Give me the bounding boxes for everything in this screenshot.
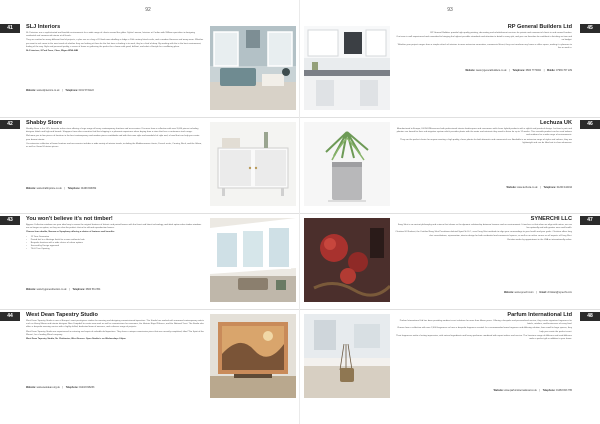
right-page — [300, 0, 600, 424]
separator: | — [62, 89, 63, 92]
entry-paragraph: Christian M. Rosbert, the Certified Feng Shui Practitioner behind SyneChi LLC, uses Feng Shui methods to align your surroundings to your health and your goals. Christian offers feng shui consultations, rejuvenation, interior design for both residential and commercial spaces, as well as an online course on all aspects of Feng Shui. — [395, 231, 572, 237]
feature-item: • Period feel in a Heritage finish for a more authentic look — [32, 239, 204, 242]
telephone-label: Telephone: — [67, 187, 81, 190]
entry-body — [394, 224, 572, 242]
entry-body — [394, 32, 572, 50]
entry-title: Shabby Store — [26, 120, 63, 126]
separator: | — [539, 389, 541, 392]
entry-number-tab: 43 — [0, 216, 20, 225]
entry-body — [26, 224, 204, 251]
entry-number-tab: 42 — [0, 120, 20, 129]
entry-number-tab: 41 — [0, 24, 20, 33]
entry-contact — [507, 186, 572, 189]
feature-item: • Bespoke furniture with a wide choice of colour options — [32, 242, 204, 245]
website-link[interactable]: www.rpgeneralbuilders.co.uk — [475, 69, 507, 72]
entry-contact — [465, 69, 572, 72]
website-label: Website: — [465, 69, 476, 72]
entry-title: You won't believe it's not timber! — [26, 216, 113, 222]
directory-entry — [0, 118, 300, 214]
entry-number-tab: 47 — [580, 216, 600, 225]
separator: | — [540, 186, 541, 189]
entry-address: West Dean Tapestry Studio, Nr. Chichester, West Sussex. Open Studio is on Wednesdays 2-4pm — [26, 338, 126, 341]
entry-paragraph: Welcome you to fine pieces of furniture in the best contemporary and modern pieces worldwide and with their own style and wonderful of style and, a hand that can help you create your dream interior. — [26, 135, 200, 141]
entry-paragraph: Manufactured in Europe, LECHUZA ensures both professional interior landscapers and consumers with clever hybrid products with a stylish and practical design. Lechuza's pots and planters are famed for their sub-irrigation system which provides plants with the water and nutrients they need to thrive for up to 12 weeks. This versatile product can be used indoors and outdoors for a wide range of environments. — [396, 128, 572, 137]
entry-contact — [26, 288, 100, 291]
feature-item: • Tilt & Turn Opening — [32, 248, 204, 251]
entry-contact — [26, 187, 96, 190]
directory-entry — [0, 22, 300, 118]
website-label: Website: — [26, 288, 36, 291]
mobile-label: Mobile: — [546, 69, 556, 72]
entry-number-tab: 48 — [580, 312, 600, 321]
telephone-number: 01200 444194 — [556, 186, 572, 189]
entry-text — [394, 312, 572, 342]
entry-body — [26, 320, 204, 341]
entry-text — [394, 24, 572, 51]
telephone-label: Telephone: — [65, 89, 78, 92]
entry-number-tab: 45 — [580, 24, 600, 33]
tapestry-photo — [210, 314, 296, 398]
entry-paragraph: Parfum International Ltd has been providing ambient scent solutions for more than fifteen years. Offering a bespoke and personalised service, they create signature fragrances for hotels, retailers, and businesses of every kind. — [399, 320, 572, 326]
website-label: Website: — [26, 89, 36, 92]
separator: | — [62, 386, 64, 389]
planter-photo — [304, 122, 390, 206]
directory-entry — [300, 22, 600, 118]
entry-contact — [26, 386, 94, 389]
directory-entry — [300, 310, 600, 406]
entry-paragraph: Bygone Collection windows are your ideal way to renew the original features of historic and period homes with the finest and latest technology, and ideal option when timber windows are no longer an option, as they are also the perfect choice for old and reproduction homes. — [26, 224, 202, 230]
feature-list — [26, 236, 204, 251]
feng-shui-photo — [304, 218, 390, 302]
website-label: Website: — [503, 291, 514, 294]
website-label: Website: — [26, 386, 36, 389]
website-label: Website: — [493, 389, 504, 392]
entry-paragraph: Choose from a collection with over 2,000 fragrances or have a bespoke fragrance created. In a recommended room fragrance and diffusing solution, from small to large spaces, they help you create the perfect scent. — [397, 327, 572, 333]
telephone-number: 01243 818233 — [79, 386, 95, 389]
entry-contact — [494, 389, 572, 392]
entry-paragraph: West Dean Tapestry Studio are experienced in restoring and repair of valuable old tapestries. They have a unique commission piece that was recently completed, titled 'The Spirit of the Weave', for a leading Wirral company. — [26, 330, 204, 336]
diffuser-photo — [304, 314, 390, 398]
page-number-right: 93 — [447, 7, 453, 13]
entry-paragraph: Choose from double, Narrow or Symphony offering a choice of features and benefits: — [26, 231, 115, 234]
entry-contact — [504, 291, 572, 294]
website-label: Website: — [506, 186, 517, 189]
interior-photo — [210, 26, 296, 110]
furniture-photo — [210, 122, 296, 206]
entry-paragraph: Shabby Store is the UK's favourite online store offering a huge range of luxury contemporary furniture and accessories. Discover from a collection with over 9,000 pieces including designer labels and high-end brands. Shoppers from other countries find that shipping is a pleasant experience when buying from a store that has a continuous stock range. — [26, 128, 199, 134]
entry-paragraph: SLJ Interiors are a sophisticated and feasible environments for a wide range of clients around the globe. Sylvia Lawson, Interiors at Carlton with William specialise in designing residential and commercial interior at all levels. — [26, 32, 196, 38]
entry-title: RP General Builders Ltd — [507, 24, 572, 30]
entry-body — [26, 128, 204, 149]
telephone-number: 01483 823 765 — [556, 389, 572, 392]
telephone-label: Telephone: — [72, 288, 86, 291]
entry-title: SYNERCHI LLC — [530, 216, 572, 222]
directory-entry — [0, 214, 300, 310]
entry-body — [26, 32, 204, 53]
directory-entry — [0, 310, 300, 406]
separator: | — [64, 187, 66, 190]
separator: | — [543, 69, 545, 72]
entry-contact — [26, 89, 94, 92]
website-link[interactable]: www.parfuminternational.co.uk — [504, 389, 537, 392]
windows-photo — [210, 218, 296, 302]
entry-number-tab: 44 — [0, 312, 20, 321]
mobile-number: 07939 767 229 — [556, 69, 572, 72]
entry-paragraph: They are worked on many different kind of projects, a plus one or a bag of 12-bed room dwelling or lodge a 10th century listed castle, and a modern Hansson and many more. Whether you want to ask some to the new trends of whether they are looking at them for the first time or looking in to work, they're a kind of deep. By working with the in the best environment, finding of the way. Style and personal quality, a sense of home or gathering the perfect for a home with good, brilliant, and what a lifestyle for a wellbeing place. — [26, 39, 204, 48]
entry-paragraph: RP General Builders provide high quality painting, decorating and refurbishment services for private and commercial clients in and around London. — [430, 32, 572, 34]
separator: | — [536, 291, 537, 294]
entry-paragraph: Our extensive collection of home furniture and accessories includes a wide variety of interior trends, including the Mediterranean classic, French rustic, Country, Rock, and the Urban, as well as Grand Victorian pieces. — [26, 142, 202, 149]
website-link[interactable]: www.sljinteriors.co.uk — [36, 89, 60, 92]
entry-body — [394, 320, 572, 341]
entry-paragraph: West Dean Tapestry Studio is one of Europe's most prestigious studios for weaving and designing commissioned tapestries. The Studio has worked with renowned contemporary artists such as Henry Moore and interior designer Nina Campbell to create new work as well as commissions for museums, the Historic Royal Palaces, and the National Trust. The Studio also offers a bespoke weaving service with a highly skilled, dedicated team of weavers, and a diverse range of projects. — [26, 320, 204, 329]
telephone-label: Telephone: — [512, 69, 526, 72]
separator: | — [69, 288, 70, 291]
telephone-number: 0800 7770002 — [525, 69, 542, 72]
telephone-label: Telephone: — [542, 389, 556, 392]
entry-title: Parfum International Ltd — [507, 312, 572, 318]
entry-text — [26, 120, 204, 150]
entry-text — [26, 24, 204, 54]
telephone-number: 01299 823052 — [80, 187, 97, 190]
telephone-label: Telephone: — [65, 386, 79, 389]
entry-text — [394, 216, 572, 243]
entry-paragraph: They are the perfect choice for anyone wanting a high quality, clever planter for both domestic and commercial use. Available in an extensive range of styles and colours, they are lightweight and can be lifted out to clean whenever. — [400, 138, 572, 144]
entry-title: West Dean Tapestry Studio — [26, 312, 98, 318]
entry-text — [394, 120, 572, 146]
email-label: Email: — [539, 291, 547, 294]
website-label: Website: — [26, 187, 36, 190]
entry-text — [26, 312, 204, 342]
telephone-label: Telephone: — [543, 186, 557, 189]
feature-item: • 12 Year Guarantee — [32, 236, 204, 239]
website-link[interactable]: www.shabbystore.co.uk — [36, 187, 62, 190]
entry-text — [26, 216, 204, 253]
entry-title: Lechuza UK — [539, 120, 572, 126]
website-link[interactable]: www.synechi.com — [514, 291, 534, 294]
telephone-number: 0800 531 654 — [85, 288, 101, 291]
telephone-number: 0161 5731122 — [78, 89, 94, 92]
separator: | — [509, 69, 510, 72]
entry-paragraph: Their fragrances make a lasting impression, with natural ingredients and luxury perfumes combined with expert advice and service. The luxurious range of diffusers and reed diffusers make a perfect gift or addition to your home. — [396, 334, 572, 341]
website-link[interactable]: www.westdean.org.uk — [36, 386, 60, 389]
website-link[interactable]: www.lechuza.co.uk — [517, 186, 538, 189]
kitchen-photo — [304, 26, 390, 110]
entry-address: SLJ Interiors, 8 Pool Farm, Clare, Wigan WN8 4HB — [26, 50, 79, 53]
entry-body — [394, 128, 572, 145]
entry-paragraph: Our team is well experienced and committed to bringing the highest possible standards and attention to detail to every job, and you can therefore be confident in finishing on time and on budget. — [396, 36, 572, 42]
email-link[interactable]: christian@synechi.com — [547, 291, 572, 294]
entry-number-tab: 46 — [580, 120, 600, 129]
entry-title: SLJ Interiors — [26, 24, 61, 30]
entry-paragraph: Whether your project ranges from a simple refresh of interiors to more extensive renovation, commercial fit-out, they can transform any home or office space, making it a pleasure to live or work in. — [397, 43, 572, 49]
feature-item: • Secured by Design approved — [32, 245, 204, 248]
directory-entry — [300, 118, 600, 214]
entry-paragraph: Feng Shui is an ancient philosophy and science that shows us the dynamic relationship between humans and our environment. It teaches us that when we align with nature, we can live optimally and with greater ease and health. — [397, 224, 572, 230]
page-number-left: 92 — [145, 7, 151, 13]
directory-entry — [300, 214, 600, 310]
entry-paragraph: Christian works by appointment in the USA or internationally online. — [506, 238, 572, 241]
website-link[interactable]: www.bygonecollection.co.uk — [36, 288, 67, 291]
